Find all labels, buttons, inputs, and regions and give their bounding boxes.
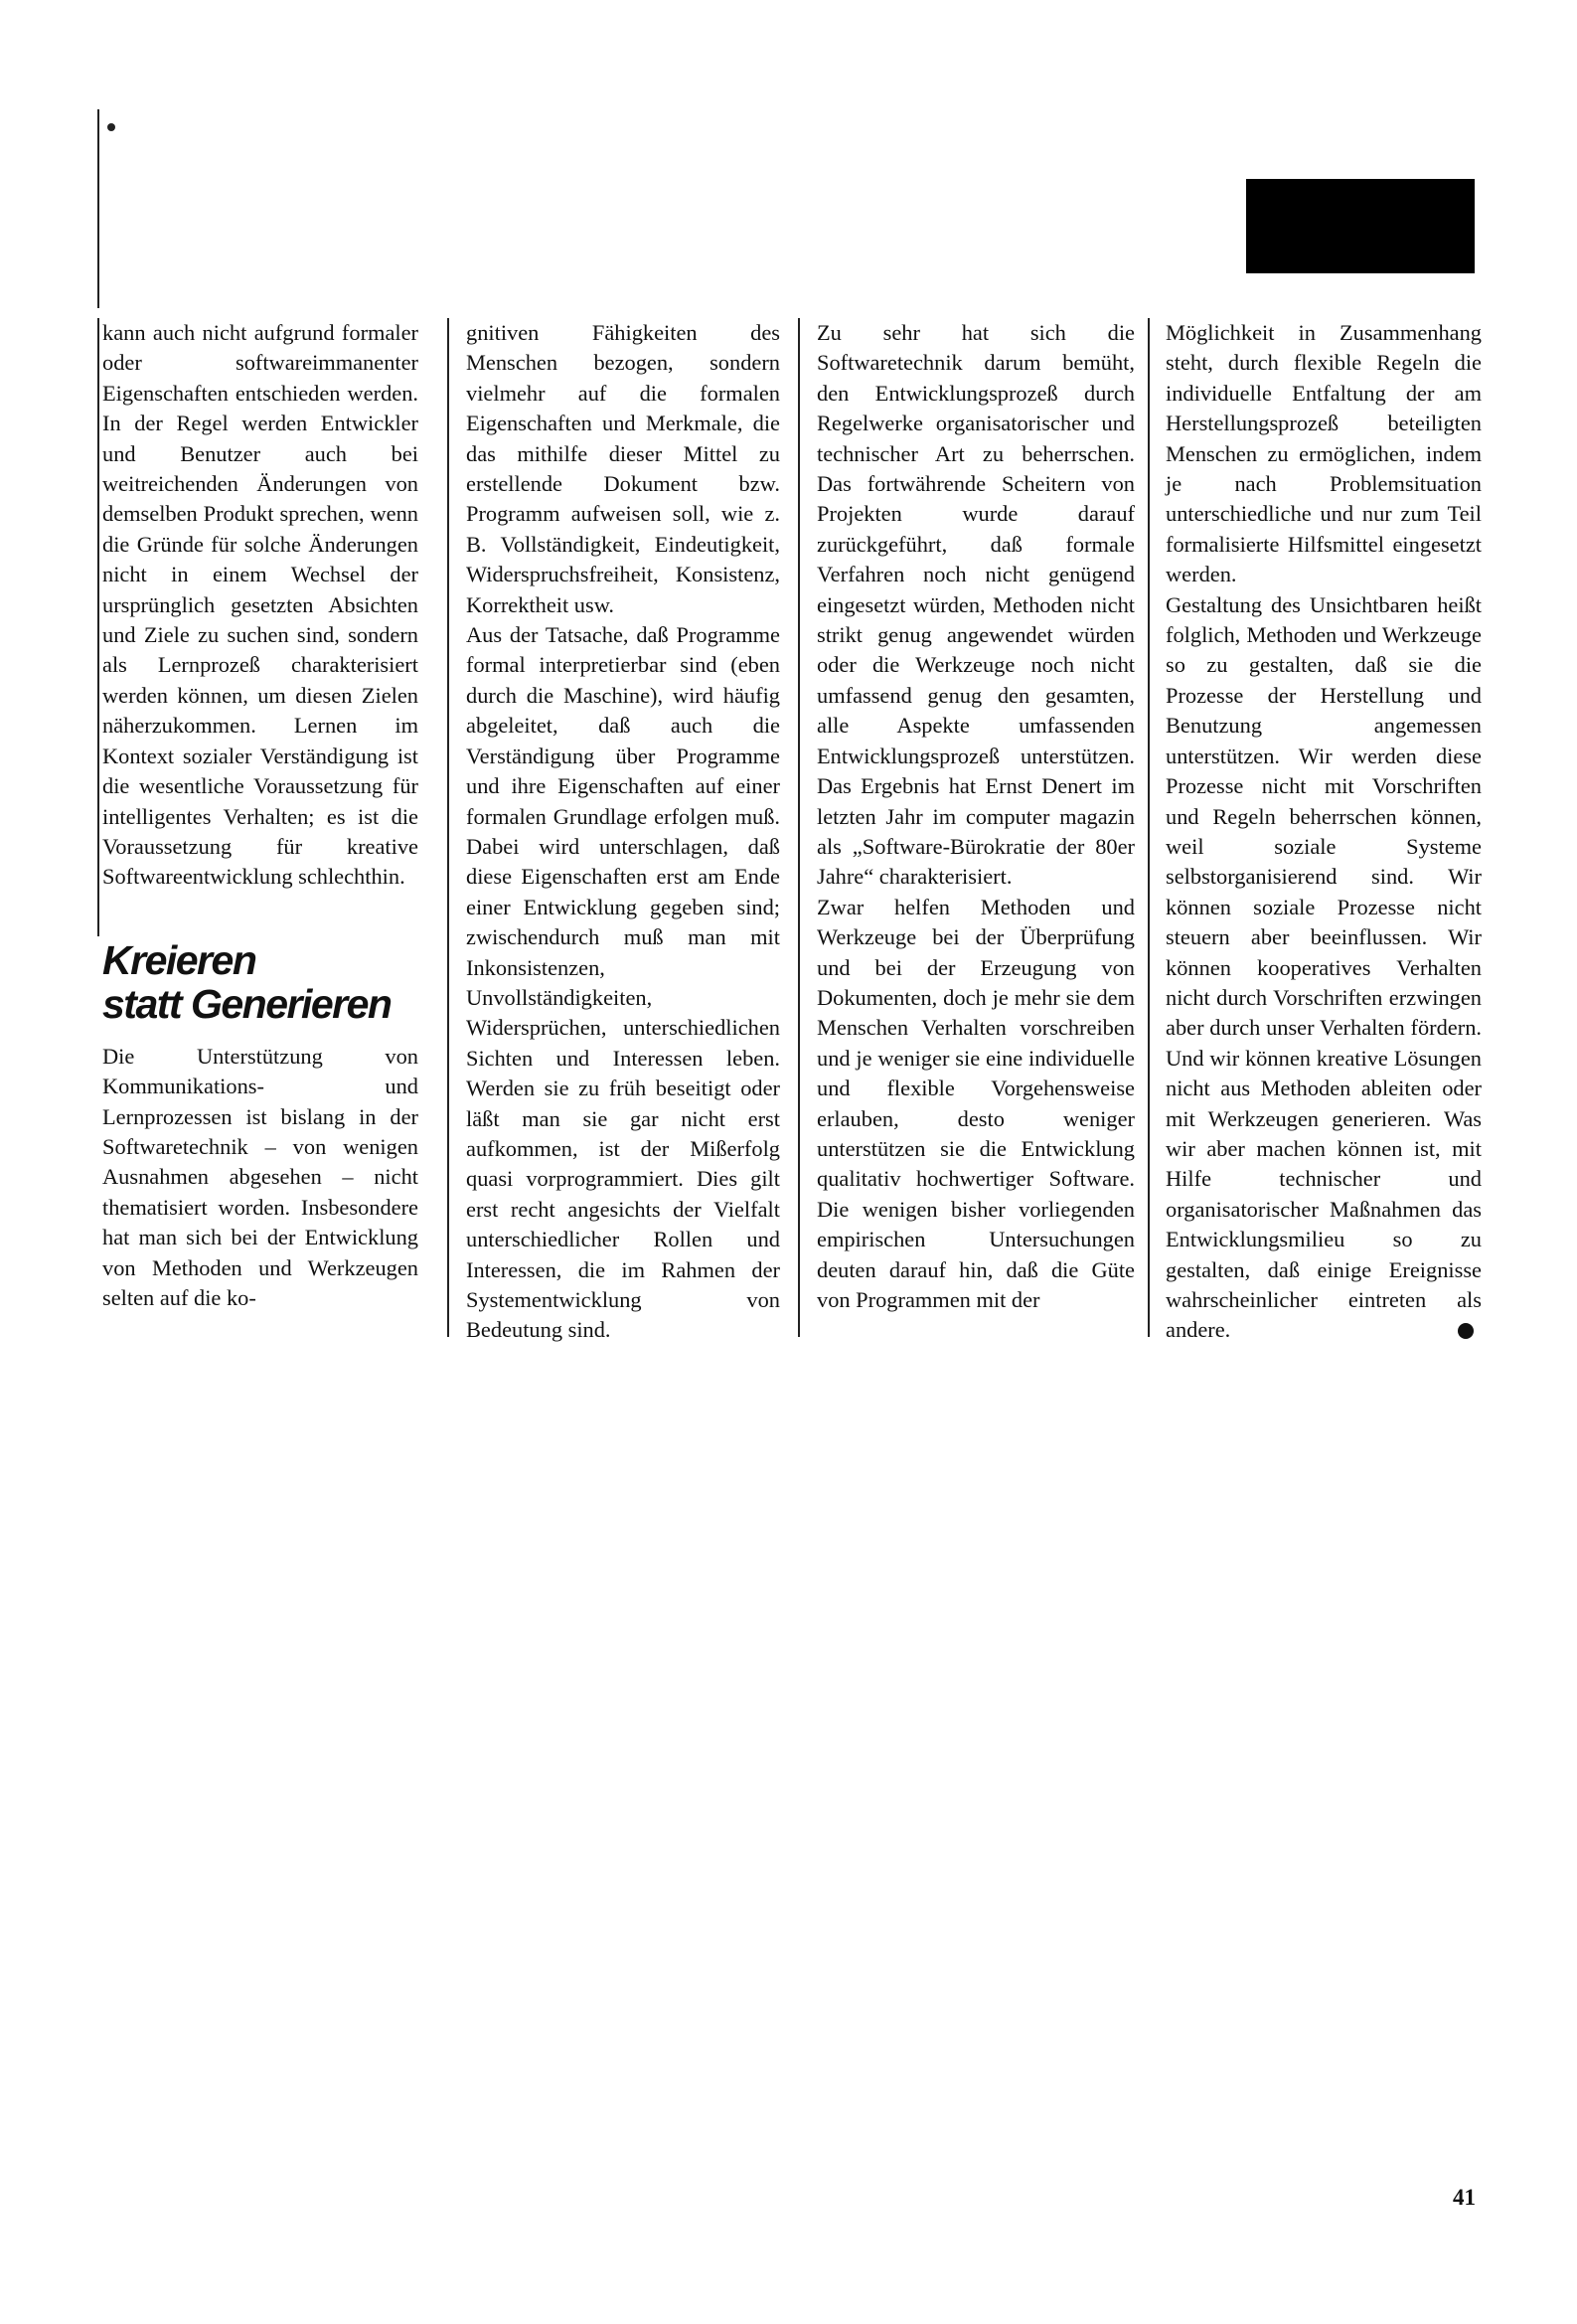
margin-rule (97, 109, 99, 308)
paragraph: Aus der Tatsache, daß Programme formal interpretierbar sind (eben durch die Maschine), wird häufig abgeleitet, daß auch die Verständigung über Programme und ihre Eigenschaften auf einer formalen Grundlage erfolgen muß. Dabei wird unterschlagen, daß diese Eigenschaften erst am Ende einer Entwicklung gegeben sind; zwischendurch muß man mit Inkonsistenzen, Unvollständigkeiten, Widersprüchen, unterschiedlichen Sichten und Interessen leben. Werden sie zu früh beseitigt oder läßt man sie gar nicht erst aufkommen, ist der Mißerfolg quasi vorprogrammiert. Dies gilt erst recht angesichts der Vielfalt unterschiedlicher Rollen und Interessen, die im Rahmen der Systementwicklung von Bedeutung sind. (466, 622, 780, 1343)
section-headline (102, 938, 418, 1026)
margin-dot-icon (107, 123, 115, 131)
paragraph-text: Gestaltung des Unsichtbaren heißt folglich, Methoden und Werkzeuge so zu gestalten, daß sie die Prozesse der Herstellung und Benutzung angemessen unterstützen. Wir werden diese Prozesse nicht mit Vorschriften und Regeln beherrschen können, weil soziale Systeme selbstorganisierend sind. Wir können soziale Prozesse nicht steuern aber beeinflussen. Wir können kooperatives Verhalten nicht durch Vorschriften erzwingen aber durch unser Verhalten fördern. Und wir können kreative Lösungen nicht aus Methoden ableiten oder mit Werkzeugen generieren. Was wir aber machen können ist, mit Hilfe technischer und organisatorischer Maßnahmen das Entwicklungsmilieu so zu gestalten, daß einige Ereignisse wahrscheinlicher eintreten als andere. (1166, 591, 1482, 1343)
headline-line-2: statt Generieren (102, 980, 392, 1027)
paragraph: Die Unterstützung von Kommunikations- und Lernprozessen ist bislang in der Softwaretechnik – von wenigen Ausnahmen abgesehen – nicht thematisiert worden. Insbesondere hat man sich bei der Entwicklung von Methoden und Werkzeugen selten auf die ko- (102, 1043, 418, 1310)
end-of-article-icon (1458, 1323, 1474, 1339)
column-divider (798, 318, 800, 1337)
black-redaction-box (1246, 179, 1475, 273)
text-column-3 (817, 318, 1135, 1315)
column-divider (97, 318, 99, 936)
headline-line-1: Kreieren (102, 936, 256, 983)
text-column-2 (466, 318, 780, 1346)
page-number: 41 (1453, 2185, 1476, 2210)
paragraph: Zwar helfen Methoden und Werkzeuge bei der Überprüfung und bei der Erzeugung von Dokumenten, doch je mehr sie dem Menschen Verhalten vorschreiben und je weniger sie eine individuelle und flexible Vorgehensweise erlauben, desto weniger unterstützen sie die Entwicklung qualitativ hochwertiger Software. Die wenigen bisher vorliegenden empirischen Untersuchungen deuten darauf hin, daß die Güte von Programmen mit der (817, 894, 1135, 1312)
text-column-4 (1166, 318, 1482, 1346)
paragraph: kann auch nicht aufgrund formaler oder softwareimmanenter Eigenschaften entschieden werden. In der Regel werden Entwickler und Benutzer auch bei weitreichenden Änderungen von demselben Produkt sprechen, wenn die Gründe für solche Änderungen nicht in einem Wechsel der ursprünglich gesetzten Absichten und Ziele zu suchen sind, sondern als Lernprozeß charakterisiert werden können, um diesen Zielen näherzukommen. Lernen im Kontext sozialer Verständigung ist die wesentliche Voraussetzung für intelligentes Verhalten; es ist die Voraussetzung für kreative Softwareentwicklung schlechthin. (102, 320, 418, 890)
column-divider (1148, 318, 1150, 1337)
paragraph: Möglichkeit in Zusammenhang steht, durch flexible Regeln die individuelle Entfaltung der am Herstellungsprozeß beteiligten Menschen zu ermöglichen, indem je nach Problemsituation unterschiedliche und nur zum Teil formalisierte Hilfsmittel eingesetzt werden. (1166, 320, 1482, 587)
column-divider (447, 318, 449, 1337)
text-column-1 (102, 318, 418, 1313)
paragraph (1166, 590, 1482, 1346)
paragraph: Zu sehr hat sich die Softwaretechnik darum bemüht, den Entwicklungsprozeß durch Regelwerke organisatorischer und technischer Art zu beherrschen. Das fortwährende Scheitern von Projekten wurde darauf zurückgeführt, daß formale Verfahren noch nicht genügend eingesetzt würden, Methoden nicht strikt genug angewendet würden oder die Werkzeuge noch nicht umfassend genug den gesamten, alle Aspekte umfassenden Entwicklungsprozeß unterstützen. Das Ergebnis hat Ernst Denert im letzten Jahr im computer magazin als „Software-Bürokratie der 80er Jahre“ charakterisiert. (817, 320, 1135, 890)
paragraph: gnitiven Fähigkeiten des Menschen bezogen, sondern vielmehr auf die formalen Eigenschaften und Merkmale, die das mithilfe dieser Mittel zu erstellende Dokument bzw. Programm aufweisen soll, wie z. B. Vollständigkeit, Eindeutigkeit, Widerspruchsfreiheit, Konsistenz, Korrektheit usw. (466, 320, 780, 617)
